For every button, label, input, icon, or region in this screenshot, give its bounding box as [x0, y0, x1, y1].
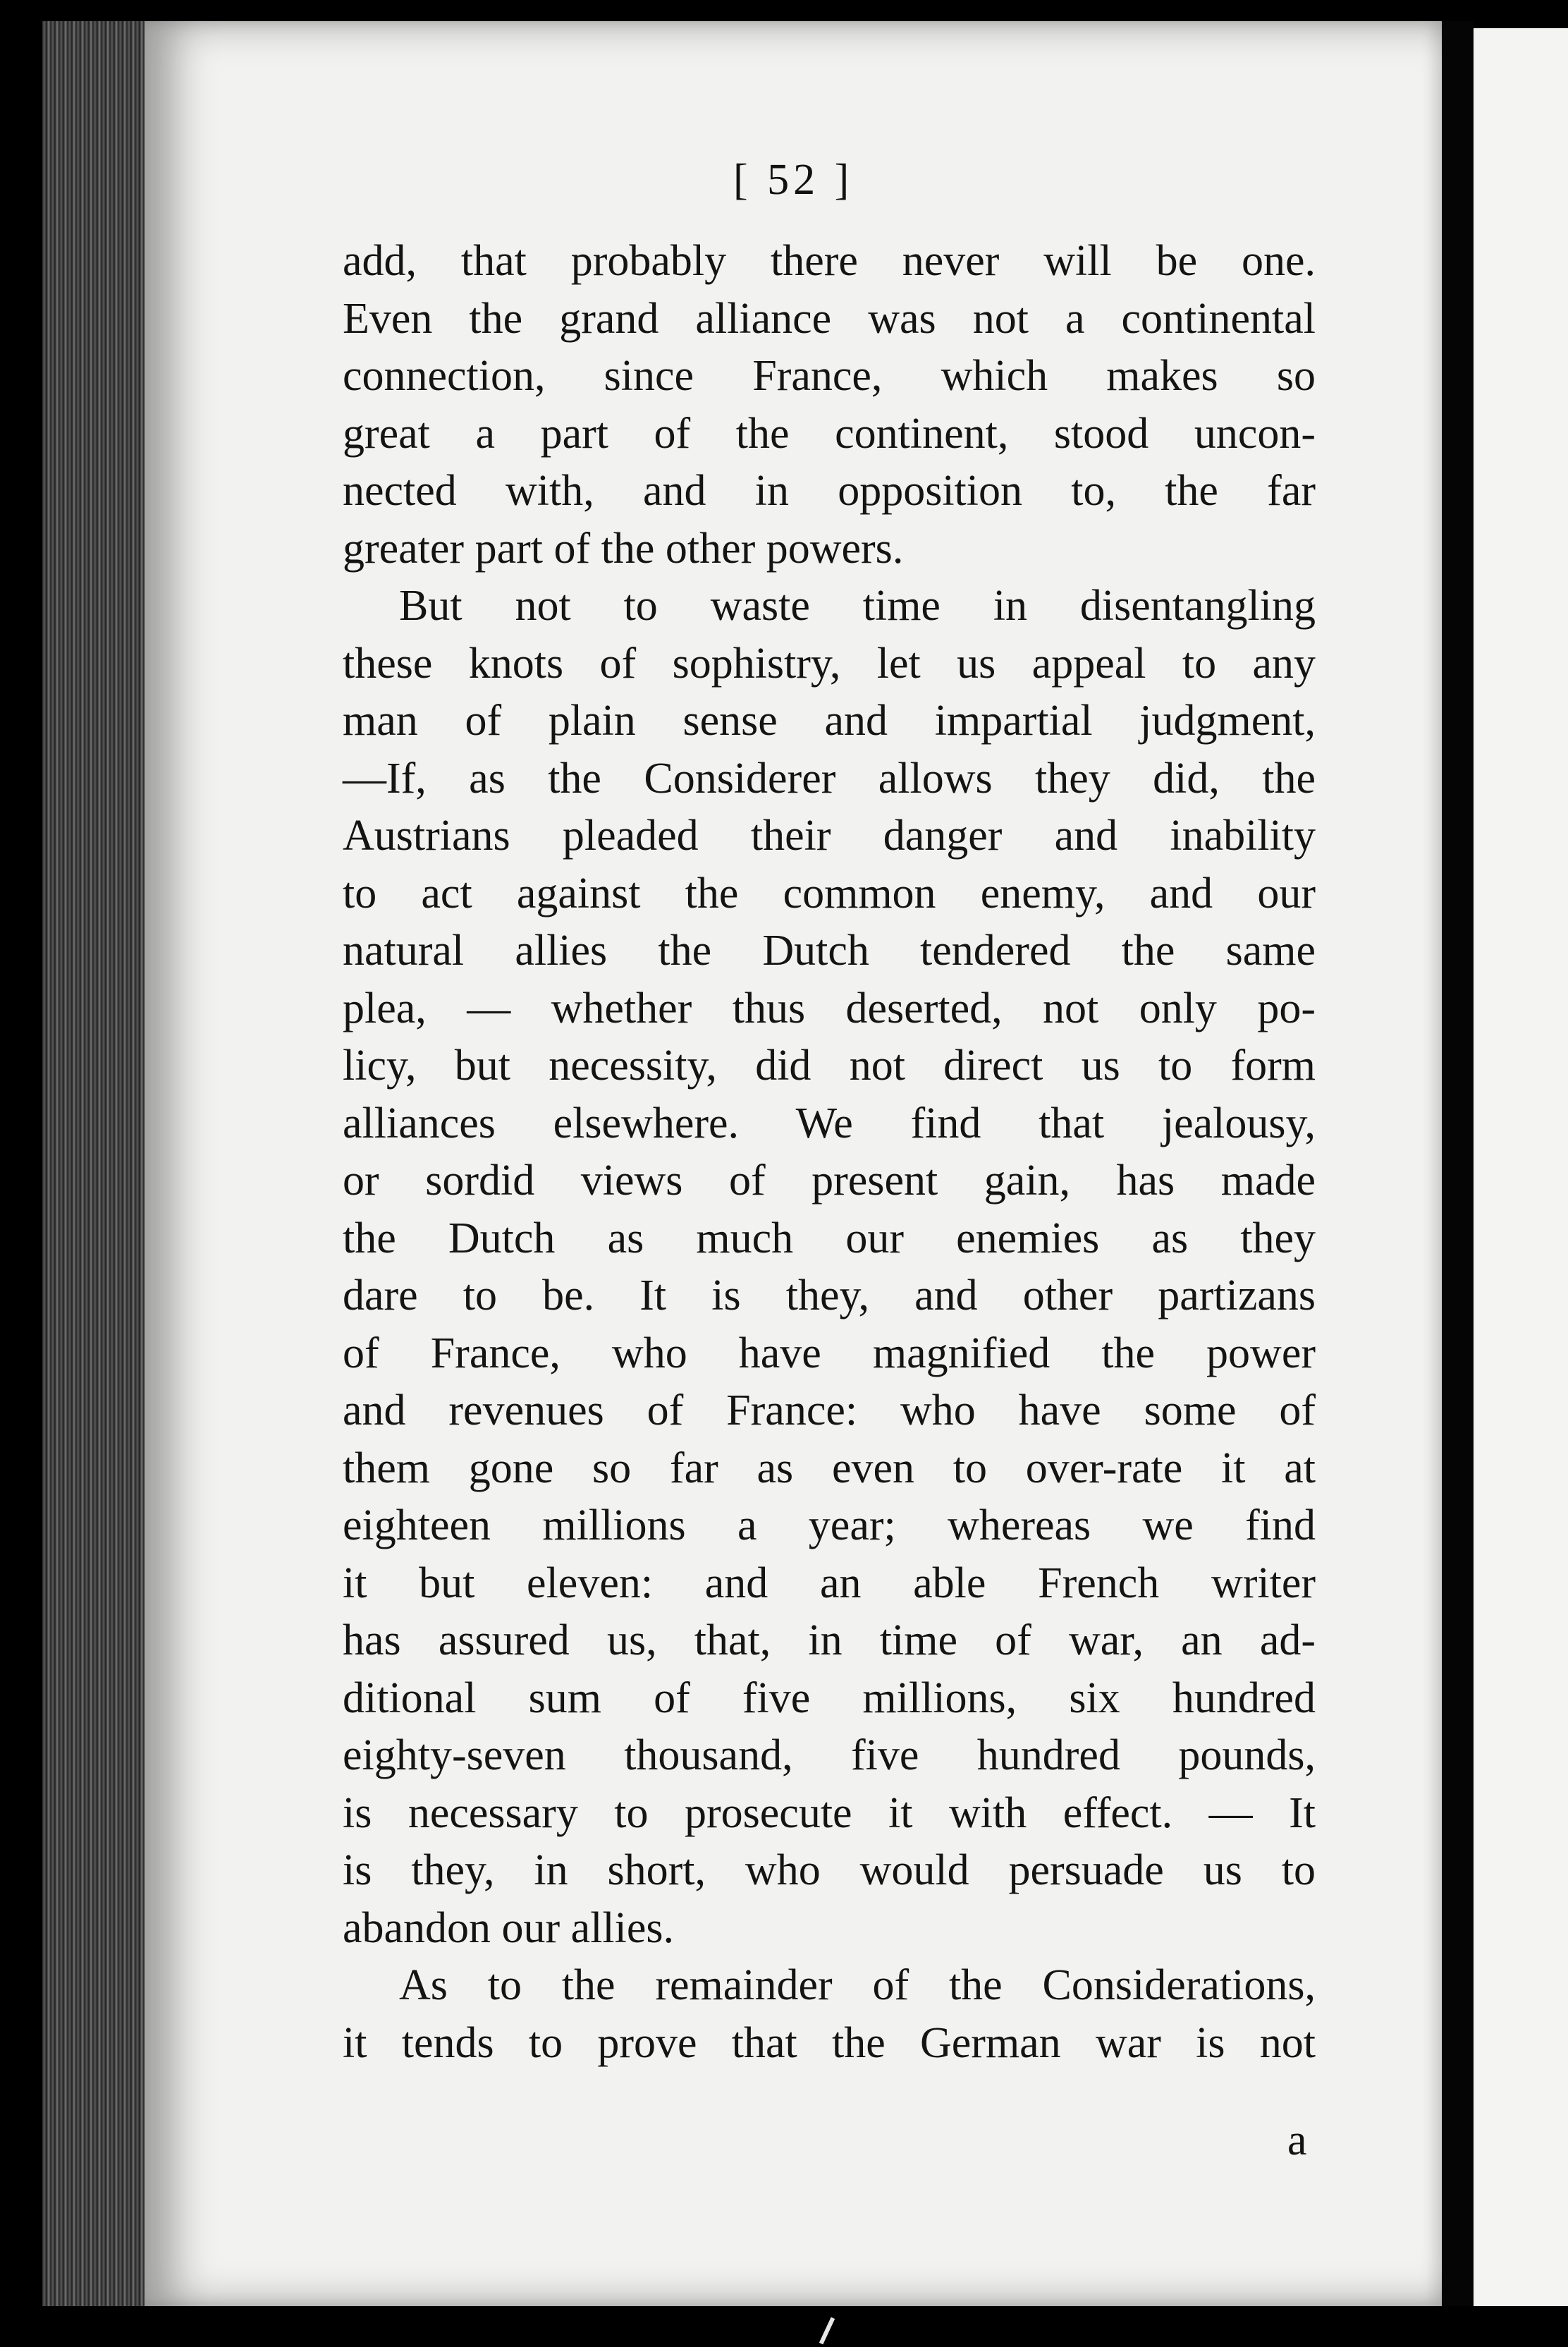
- page-stack-edges: [42, 21, 148, 2306]
- text-line: eighteen millions a year; whereas we find: [343, 1501, 1316, 1549]
- text-line: is they, in short, who would persuade us to: [343, 1846, 1316, 1894]
- book-gutter: [1442, 21, 1474, 2306]
- text-line: alliances elsewhere. We find that jealousy,: [343, 1099, 1316, 1147]
- text-line: these knots of sophistry, let us appeal to any: [343, 639, 1316, 688]
- text-line: it tends to prove that the German war is not: [343, 2018, 1316, 2067]
- catchword: a: [1287, 2116, 1307, 2164]
- text-line: licy, but necessity, did not direct us to form: [343, 1042, 1316, 1090]
- body-text: [343, 233, 1316, 2072]
- text-line: plea, — whether thus deserted, not only po-: [343, 984, 1316, 1032]
- facing-page: [1474, 28, 1568, 2306]
- text-line: it but eleven: and an able French writer: [343, 1559, 1316, 1607]
- paragraph-start-line: But not to waste time in disentangling: [399, 582, 1316, 630]
- text-line: of France, who have magnified the power: [343, 1329, 1316, 1377]
- text-line: Even the grand alliance was not a continental: [343, 294, 1316, 343]
- text-line: the Dutch as much our enemies as they: [343, 1214, 1316, 1262]
- text-line: is necessary to prosecute it with effect. — It: [343, 1788, 1316, 1837]
- text-line: natural allies the Dutch tendered the same: [343, 927, 1316, 975]
- text-line: nected with, and in opposition to, the far: [343, 467, 1316, 515]
- text-line: ditional sum of five millions, six hundred: [343, 1674, 1316, 1722]
- page-edge-mark: [819, 2317, 835, 2345]
- text-line: them gone so far as even to over-rate it at: [343, 1444, 1316, 1492]
- text-line: greater part of the other powers.: [343, 524, 904, 573]
- text-line: connection, since France, which makes so: [343, 352, 1316, 400]
- paragraph-start-line: As to the remainder of the Considerations,: [399, 1961, 1316, 2009]
- text-line: has assured us, that, in time of war, an ad-: [343, 1616, 1316, 1664]
- text-line: eighty-seven thousand, five hundred pounds,: [343, 1731, 1316, 1779]
- text-line: Austrians pleaded their danger and inability: [343, 812, 1316, 860]
- text-line: abandon our allies.: [343, 1903, 675, 1952]
- text-line: dare to be. It is they, and other partizans: [343, 1272, 1316, 1319]
- text-line: man of plain sense and impartial judgment,: [343, 697, 1316, 745]
- text-line: to act against the common enemy, and our: [343, 869, 1316, 918]
- text-line: or sordid views of present gain, has made: [343, 1157, 1316, 1205]
- text-line: —If, as the Considerer allows they did, the: [343, 754, 1316, 803]
- text-line: and revenues of France: who have some of: [343, 1386, 1316, 1434]
- text-line: great a part of the continent, stood uncon-: [343, 409, 1316, 458]
- text-line: add, that probably there never will be one.: [343, 237, 1316, 285]
- page-number: [ 52 ]: [733, 156, 854, 204]
